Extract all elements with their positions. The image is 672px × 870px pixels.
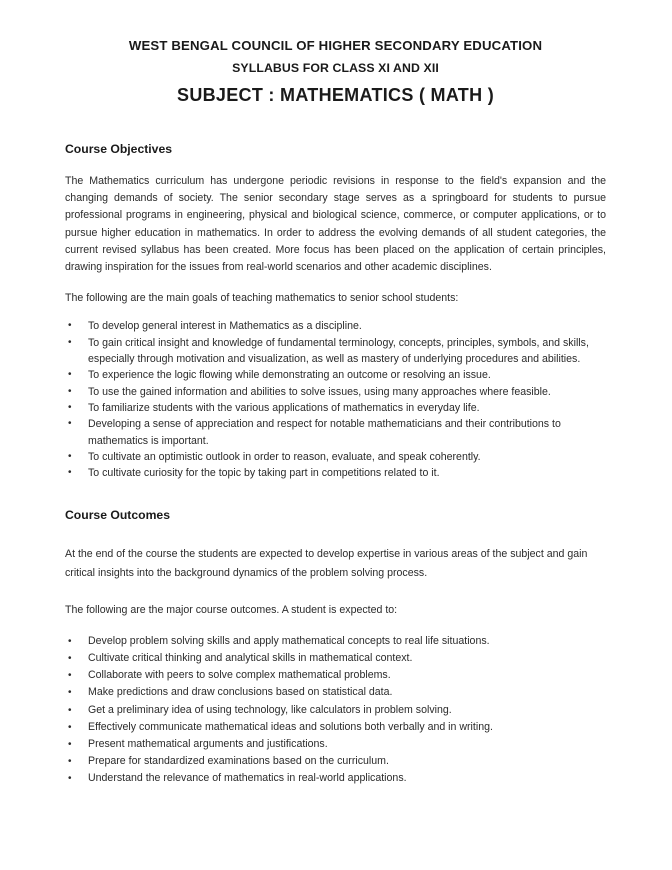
bullet-icon: • [68,755,72,767]
bullet-icon: • [68,772,72,784]
section-heading-course-outcomes: Course Outcomes [65,508,170,523]
bullet-icon: • [68,336,72,348]
list-item-label: Make predictions and draw conclusions based on statistical data. [88,686,393,699]
course-outcomes-lead-in: The following are the major course outcomes. A student is expected to: [65,603,398,616]
bullet-icon: • [68,401,72,413]
list-item [65,753,606,770]
list-item-label: To familiarize students with the various applications of mathematics in everyday life. [88,401,480,414]
list-item [65,318,606,334]
list-item-label: To develop general interest in Mathematics as a discipline. [88,320,362,333]
bullet-icon: • [68,369,72,381]
list-item-label: Cultivate critical thinking and analytical skills in mathematical context. [88,652,413,665]
list-item [65,650,606,667]
bullet-icon: • [68,653,72,665]
bullet-icon: • [68,636,72,648]
course-objectives-list [65,318,606,481]
list-item-label: Effectively communicate mathematical ideas and solutions both verbally and in writing. [88,720,493,733]
list-item [65,684,606,701]
document-title-block [65,0,606,109]
document-title-line-1: WEST BENGAL COUNCIL OF HIGHER SECONDARY EDUCATION [128,38,543,53]
list-item [65,702,606,719]
list-item [65,667,606,684]
bullet-icon: • [68,320,72,332]
list-item-label: Collaborate with peers to solve complex mathematical problems. [88,669,391,682]
list-item-label: Understand the relevance of mathematics in real-world applications. [88,771,407,784]
document-content [65,0,606,787]
bullet-icon: • [68,738,72,750]
list-item-label: Developing a sense of appreciation and respect for notable mathematicians and their contributions to mathematics is important. [88,418,561,447]
list-item-label: To cultivate curiosity for the topic by taking part in competitions related to it. [88,467,440,480]
list-item [65,416,606,449]
course-outcomes-intro-paragraph: At the end of the course the students are expected to develop expertise in various areas of the subject and gain critical insights into the background dynamics of the problem solving process. [65,548,588,579]
list-item [65,719,606,736]
bullet-icon: • [68,467,72,479]
list-item-label: Get a preliminary idea of using technology, like calculators in problem solving. [88,703,452,716]
section-heading-course-objectives: Course Objectives [65,142,173,156]
list-item [65,633,606,650]
list-item-label: To gain critical insight and knowledge of fundamental terminology, concepts, principles, symbols, and skills, especially through motivation and visualization, as well as mastery of underlying procedures and abilities. [88,336,589,366]
bullet-icon: • [68,450,72,462]
list-item [65,449,606,465]
list-item [65,335,606,368]
course-objectives-intro-paragraph: The Mathematics curriculum has undergone periodic revisions in response to the field's expansion and the changing demands of society. The senior secondary stage serves as a springboard for students to pursue professional programs in engineering, physical and biological science, commerce, or computer applications, or to pursue higher education in mathematics. In order to address the evolving demands of all student categories, the current revised syllabus has been created. More focus has been placed on the application of certain principles, drawing inspiration for the issues from real-world scenarios and other academic disciplines. [65,175,606,274]
list-item-label: Prepare for standardized examinations based on the curriculum. [88,754,389,767]
bullet-icon: • [68,418,72,430]
course-outcomes-list [65,633,606,787]
bullet-icon: • [68,670,72,682]
list-item-label: Develop problem solving skills and apply mathematical concepts to real life situations. [88,635,490,648]
list-item [65,465,606,481]
bullet-icon: • [68,721,72,733]
document-title-line-2: SYLLABUS FOR CLASS XI AND XII [232,61,439,75]
list-item [65,400,606,416]
list-item [65,736,606,753]
list-item-label: Present mathematical arguments and justifications. [88,737,328,750]
document-title-line-3: SUBJECT : MATHEMATICS ( MATH ) [177,85,494,105]
bullet-icon: • [68,385,72,397]
list-item-label: To use the gained information and abilities to solve issues, using many approaches where feasible. [88,385,551,398]
bullet-icon: • [68,704,72,716]
list-item-label: To cultivate an optimistic outlook in order to reason, evaluate, and speak coherently. [88,450,481,463]
list-item [65,384,606,400]
list-item-label: To experience the logic flowing while demonstrating an outcome or resolving an issue. [88,369,491,382]
bullet-icon: • [68,687,72,699]
list-item [65,770,606,787]
course-objectives-lead-in: The following are the main goals of teaching mathematics to senior school students: [65,292,459,305]
list-item [65,367,606,383]
